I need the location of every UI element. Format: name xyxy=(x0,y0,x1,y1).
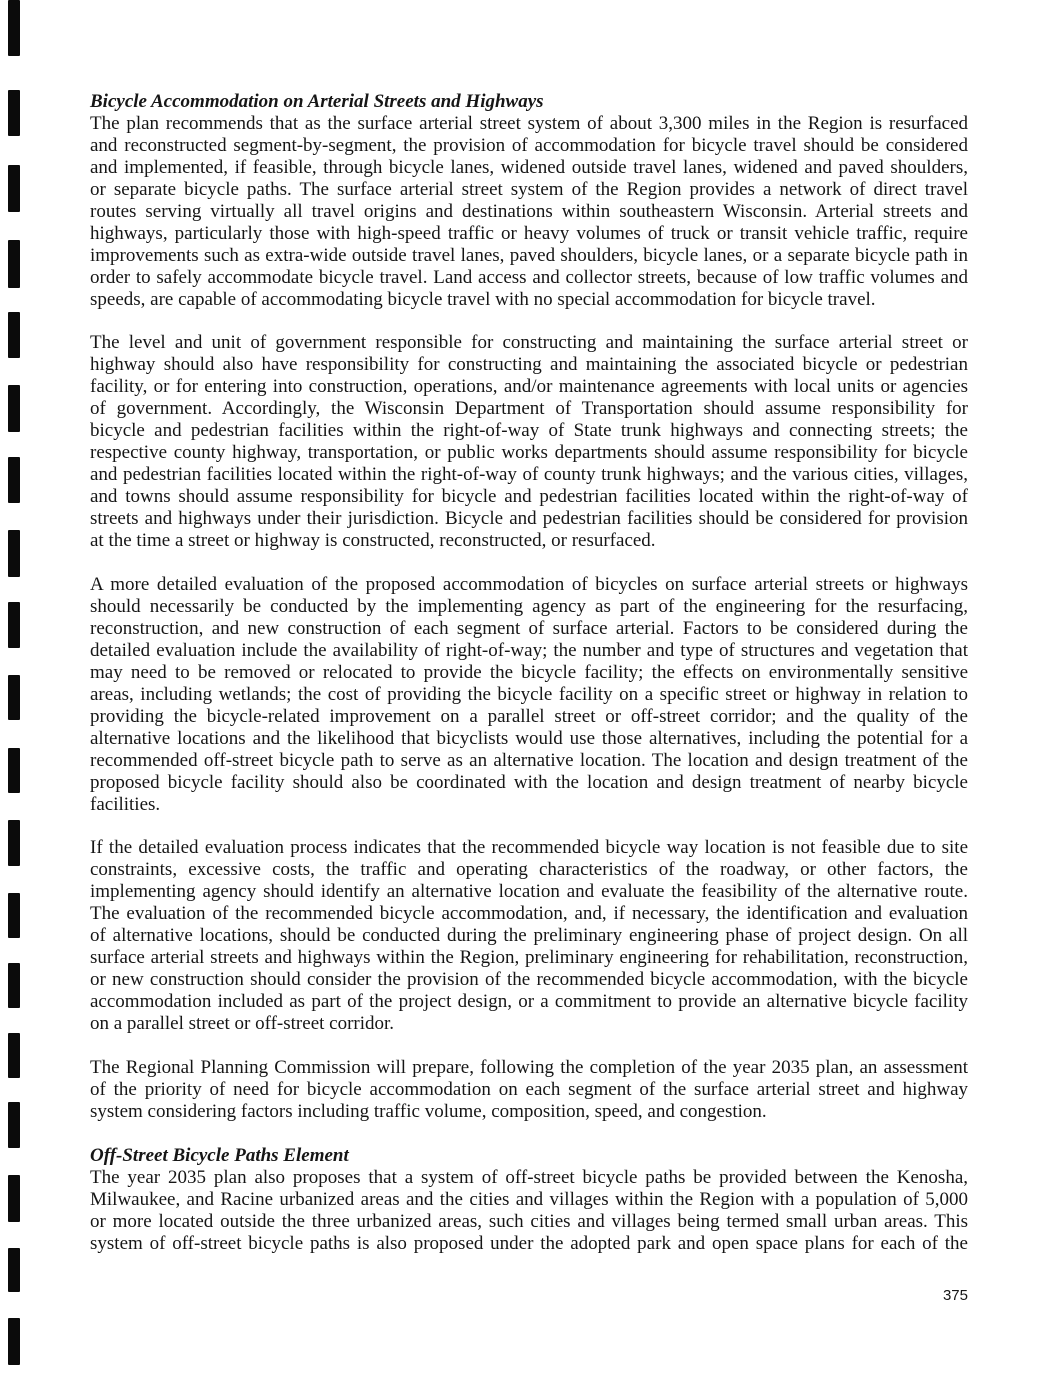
binding-hole xyxy=(8,820,20,866)
binding-hole xyxy=(8,1033,20,1078)
binding-hole xyxy=(8,1248,20,1292)
paragraph-line: system considering factors including traffic volume, composition, speed, and congestion. xyxy=(90,1100,767,1122)
paragraph-line: alternative locations and the likelihood that bicyclists would use those alternatives, including the potential for a xyxy=(90,727,968,749)
paragraph-line: on a parallel street or off-street corridor. xyxy=(90,1013,395,1035)
paragraph xyxy=(90,574,968,815)
binding-hole xyxy=(8,675,20,720)
binding-hole xyxy=(8,90,20,136)
binding-hole xyxy=(8,385,20,432)
binding-hole xyxy=(8,0,20,56)
paragraph-line: speeds, are capable of accommodating bicycle travel with no special accommodation for bicycle travel. xyxy=(90,288,876,310)
paragraph-line: facility, or for entering into construction, operations, and/or maintenance agreements with local units or agencies xyxy=(90,376,968,398)
paragraph-line: may need to be removed or relocated to provide the bicycle facility; the effects on environmentally sensitive xyxy=(90,661,968,683)
binding-hole xyxy=(8,748,20,793)
paragraph-line: of alternative locations, should be conducted during the preliminary engineering phase of project design. On all xyxy=(90,925,968,947)
paragraph-line: and reconstructed segment-by-segment, the provision of accommodation for bicycle travel should be considered xyxy=(90,134,968,156)
paragraph-line: highways, particularly those with high-speed traffic or heavy volumes of truck or transit vehicle traffic, require xyxy=(90,222,968,244)
section-arterial-streets xyxy=(90,91,968,1123)
paragraph-line: The level and unit of government responsible for constructing and maintaining the surface arterial street or xyxy=(90,332,968,354)
paragraph-line: proposed bicycle facility should also be coordinated with the location and design treatment of nearby bicycle xyxy=(90,771,968,793)
paragraph-line: streets and highways under their jurisdiction. Bicycle and pedestrian facilities should be considered for provision xyxy=(90,508,968,530)
paragraph-line: The plan recommends that as the surface arterial street system of about 3,300 miles in the Region is resurfaced xyxy=(90,112,968,134)
paragraph-line: and implemented, if feasible, through bicycle lanes, widened outside travel lanes, widened and paved shoulders, xyxy=(90,156,968,178)
paragraph-line: or new construction should consider the provision of the recommended bicycle accommodation, with the bicycle xyxy=(90,969,968,991)
paragraph-line: detailed evaluation include the availability of right-of-way; the number and type of structures and vegetation that xyxy=(90,639,968,661)
paragraph-line: bicycle and pedestrian facilities within the right-of-way of State trunk highways and connecting streets; the xyxy=(90,420,968,442)
paragraph xyxy=(90,837,968,1035)
paragraph-line: of the priority of need for bicycle accommodation on each segment of the surface arterial street and highway xyxy=(90,1078,968,1100)
paragraph-line: of government. Accordingly, the Wisconsin Department of Transportation should assume responsibility for xyxy=(90,398,968,420)
paragraph-line: reconstruction, and new construction of each segment of surface arterial. Factors to be considered during the xyxy=(90,617,968,639)
binding-hole xyxy=(8,240,20,288)
paragraph-line: should necessarily be conducted by the implementing agency as part of the engineering for the resurfacing, xyxy=(90,595,968,617)
paragraph-line: system of off-street bicycle paths is also proposed under the adopted park and open space plans for each of the xyxy=(90,1232,968,1254)
section-heading: Bicycle Accommodation on Arterial Streets and Highways xyxy=(90,91,544,112)
paragraph-line: improvements such as extra-wide outside travel lanes, paved shoulders, bicycle lanes, or a separate bicycle path in xyxy=(90,244,968,266)
paragraph-line: accommodation included as part of the project design, or a commitment to provide an alternative bicycle facility xyxy=(90,991,968,1013)
binding-hole xyxy=(8,602,20,648)
paragraph-line: or more located outside the three urbanized areas, such cities and villages being termed small urban areas. This xyxy=(90,1210,968,1232)
paragraph xyxy=(90,1057,968,1123)
paragraph-line: Milwaukee, and Racine urbanized areas and the cities and villages within the Region with a population of 5,000 xyxy=(90,1188,968,1210)
binding-hole xyxy=(8,530,20,577)
binding-hole xyxy=(8,893,20,938)
paragraph xyxy=(90,113,968,311)
page-number: 375 xyxy=(942,1287,968,1304)
binding-hole xyxy=(8,457,20,503)
section-off-street-paths xyxy=(90,1145,968,1255)
paragraph-line: routes serving virtually all travel origins and destinations within southeastern Wisconsin. Arterial streets and xyxy=(90,200,968,222)
paragraph-line: A more detailed evaluation of the proposed accommodation of bicycles on surface arterial streets or highways xyxy=(90,573,968,595)
binding-hole xyxy=(8,1318,20,1365)
paragraph-line: respective county highway, transportation, or public works departments should assume responsibility for bicycle xyxy=(90,442,968,464)
binding-hole xyxy=(8,312,20,358)
paragraph-line: or separate bicycle paths. The surface arterial street system of the Region provides a network of direct travel xyxy=(90,178,968,200)
body-text xyxy=(90,91,968,1276)
paragraph-line: areas, including wetlands; the cost of providing the bicycle facility on a specific street or highway in relation to xyxy=(90,683,968,705)
binding-hole xyxy=(8,963,20,1008)
paragraph-line: implementing agency should identify an alternative location and evaluate the feasibility of the alternative route. xyxy=(90,881,968,903)
paragraph-line: highway should also have responsibility for constructing and maintaining the associated bicycle or pedestrian xyxy=(90,354,968,376)
binding-hole xyxy=(8,1175,20,1222)
paragraph-line: and pedestrian facilities located within the right-of-way of county trunk highways; and the various cities, villages, xyxy=(90,464,968,486)
paragraph-line: The year 2035 plan also proposes that a system of off-street bicycle paths be provided between the Kenosha, xyxy=(90,1166,968,1188)
paragraph-line: recommended off-street bicycle path to serve as an alternative location. The location and design treatment of the xyxy=(90,749,968,771)
section-heading: Off-Street Bicycle Paths Element xyxy=(90,1144,349,1166)
paragraph xyxy=(90,1167,968,1255)
paragraph-line: at the time a street or highway is constructed, reconstructed, or resurfaced. xyxy=(90,530,656,552)
paragraph-line: The Regional Planning Commission will prepare, following the completion of the year 2035 plan, an assessment xyxy=(90,1056,968,1078)
paragraph-line: and towns should assume responsibility for bicycle and pedestrian facilities located within the right-of-way of xyxy=(90,486,968,508)
paragraph-line: If the detailed evaluation process indicates that the recommended bicycle way location is not feasible due to site xyxy=(90,837,968,859)
paragraph-line: constraints, excessive costs, the traffic and operating characteristics of the roadway, or other factors, the xyxy=(90,859,968,881)
binding-hole xyxy=(8,1102,20,1148)
paragraph xyxy=(90,332,968,552)
paragraph-line: facilities. xyxy=(90,793,161,815)
paragraph-line: The evaluation of the recommended bicycle accommodation, and, if necessary, the identification and evaluation xyxy=(90,903,968,925)
paragraph-line: order to safely accommodate bicycle travel. Land access and collector streets, because of low traffic volumes and xyxy=(90,266,968,288)
paragraph-line: providing the bicycle-related improvement on a parallel street or off-street corridor; and the quality of the xyxy=(90,705,968,727)
binding-hole xyxy=(8,165,20,212)
paragraph-line: surface arterial streets and highways within the Region, preliminary engineering for rehabilitation, reconstruction, xyxy=(90,947,968,969)
